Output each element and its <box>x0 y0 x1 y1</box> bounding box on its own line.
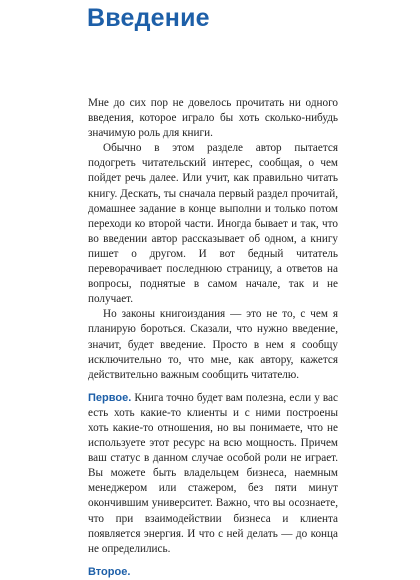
paragraph-intro: Мне до сих пор не довелось прочитать ни одного введения, которое играло бы хоть сколько-нибудь значимую роль для книги. <box>88 97 338 140</box>
paragraph-publishing-laws: Но законы книгоиздания — это не то, с чем я планирую бороться. Сказали, что нужно введение, значит, будет введение. Просто в нем я сообщу исключительно то, что мне, как автору, кажется действительно важным сообщить читателю. <box>88 308 338 381</box>
paragraph-typical-intro: Обычно в этом разделе автор пытается подогреть читательский интерес, сообщая, о чем пойдет речь далее. Или учит, как правильно читать книгу. Дескать, ты сначала первый раздел прочитай, домашнее задание в конце выполни и только потом переходи ко второй части. Иногда бывает и так, что во введении автор рассказывает об одном, а книгу пишет о другом. И вот бедный читатель переворачивает последнюю страницу, а ответов на вопросы, поднятые в самом начале, так и не получает. <box>88 142 338 306</box>
first-point-lead: Первое. <box>88 391 132 404</box>
second-point-lead: Второе. <box>88 565 131 578</box>
paragraph-second-point <box>88 565 338 580</box>
first-point-body: Книга точно будет вам полезна, если у вас есть хоть какие-то клиенты и с ними построены хоть какие-то отношения, но вы понимаете, что не используете этот ресурс на всю мощность. Причем ваш статус в данном случае особой роли не играет. Вы можете быть владельцем бизнеса, наемным менеджером или стажером, без пяти минут окончившим университет. Важно, что вы осознаете, что при взаимодействии бизнеса и клиента появляется энергия. И что с ней делать — до конца не определились. <box>88 391 338 555</box>
paragraph-first-point <box>88 391 338 557</box>
body-text <box>88 96 338 580</box>
chapter-title: Введение <box>87 4 210 32</box>
